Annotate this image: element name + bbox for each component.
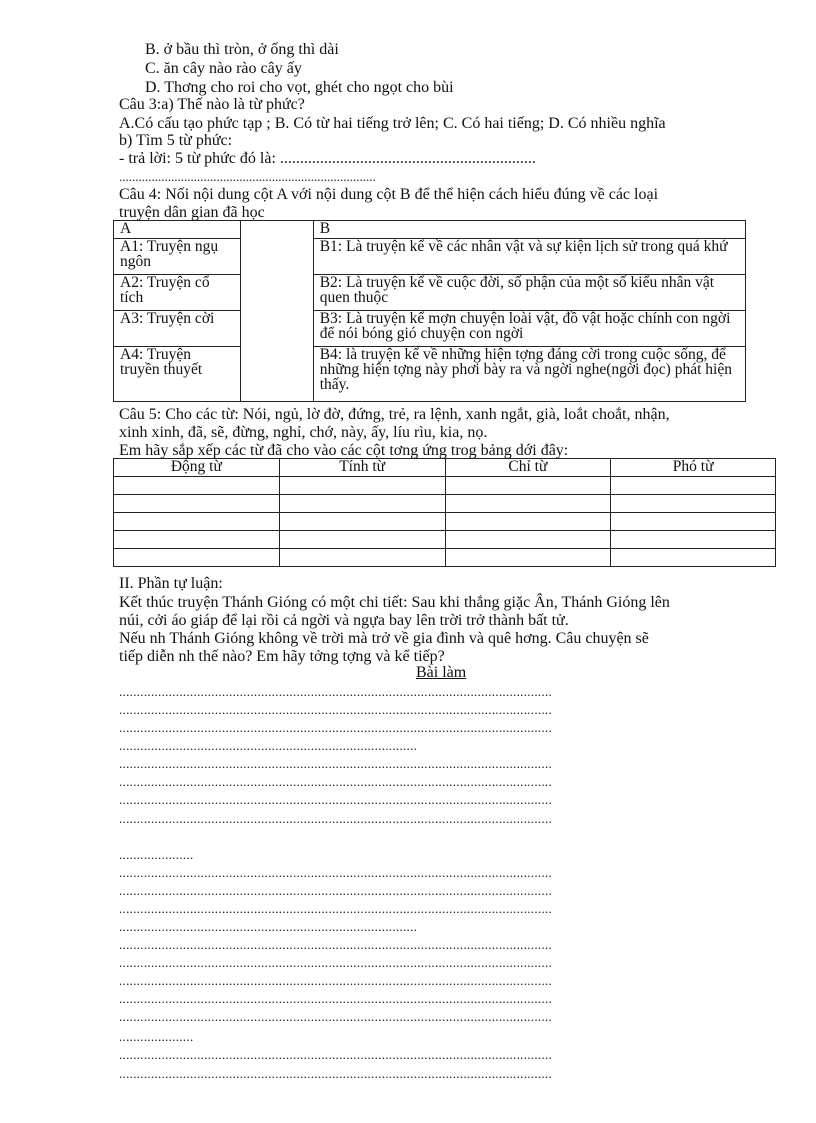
answer-line[interactable]: .......................................................................................................................... [119, 902, 553, 916]
q2-option-b: B. ở bầu thì tròn, ở ống thì dài [145, 41, 339, 58]
q5-line3: Em hãy sắp xếp các từ đã cho vào các cột tơng ứng trog bảng dới đây: [119, 442, 569, 459]
q4-prompt-line1: Câu 4: Nối nội dung cột A với nội dung cột B để thể hiện cách hiểu đúng về các loại [119, 186, 659, 203]
q4-header-a: A [114, 221, 241, 239]
answer-line[interactable]: .......................................................................................................................... [119, 685, 553, 699]
q4-row-b2: B2: Là truyện kể về cuộc đời, số phận của một số kiểu nhân vật quen thuộc [313, 275, 745, 311]
answer-line[interactable]: .......................................................................................................................... [119, 974, 553, 988]
q2-option-c: C. ăn cây nào rào cây ấy [145, 60, 302, 77]
answer-line[interactable]: ..................... [119, 1030, 194, 1044]
q4-prompt-line2: truyện dân gian đã học [119, 204, 265, 221]
work-title: Bài làm [416, 664, 467, 681]
answer-line[interactable]: .......................................................................................................................... [119, 866, 553, 880]
q3-answer-line: ............................................................................... [119, 169, 376, 184]
q5-word-table [113, 458, 776, 567]
q3-question-a: Câu 3:a) Thế nào là từ phức? [119, 96, 305, 113]
q4-row-a1: A1: Truyện ngụ ngôn [114, 239, 241, 275]
q4-row-b1: B1: Là truyện kể về các nhân vật và sự kiện lịch sử trong quá khứ [313, 239, 745, 275]
answer-line[interactable]: .......................................................................................................................... [119, 992, 553, 1006]
answer-line[interactable]: .................................................................................... [119, 739, 418, 753]
part2-line4: tiếp diễn nh thế nào? Em hãy tởng tợng và kể tiếp? [119, 648, 445, 665]
answer-line[interactable]: .......................................................................................................................... [119, 703, 553, 717]
q4-header-b: B [313, 221, 745, 239]
answer-line[interactable]: .......................................................................................................................... [119, 775, 553, 789]
q4-matching-table [113, 220, 746, 402]
q5-header-adverb: Phó từ [611, 459, 776, 477]
answer-line[interactable]: ..................... [119, 848, 194, 862]
q2-option-d: D. Thơng cho roi cho vọt, ghét cho ngọt cho bùi [145, 79, 454, 96]
answer-line[interactable]: .................................................................................... [119, 920, 418, 934]
answer-line[interactable]: .......................................................................................................................... [119, 956, 553, 970]
answer-line[interactable]: .......................................................................................................................... [119, 1048, 553, 1062]
part2-title: II. Phần tự luận: [119, 575, 223, 592]
answer-line[interactable]: .......................................................................................................................... [119, 721, 553, 735]
answer-line[interactable]: .......................................................................................................................... [119, 793, 553, 807]
q4-row-b3: B3: Là truyện kể mợn chuyện loài vật, đồ vật hoặc chính con ngời để nói bóng gió chuyện con ngời [313, 311, 745, 347]
part2-line3: Nếu nh Thánh Gióng không về trời mà trở về gia đình và quê hơng. Câu chuyện sẽ [119, 630, 649, 647]
q5-header-adjective: Tính từ [279, 459, 445, 477]
q3-options: A.Có cấu tạo phức tạp ; B. Có từ hai tiếng trở lên; C. Có hai tiếng; D. Có nhiều nghĩa [119, 115, 666, 132]
answer-line[interactable]: .......................................................................................................................... [119, 757, 553, 771]
q5-header-demonstrative: Chỉ từ [445, 459, 611, 477]
answer-line[interactable]: .......................................................................................................................... [119, 884, 553, 898]
q5-line1: Câu 5: Cho các từ: Nói, ngủ, lờ đờ, đứng, trẻ, ra lệnh, xanh ngắt, già, loắt choắt, nhận, [119, 406, 670, 423]
q4-row-a2: A2: Truyện cổ tích [114, 275, 241, 311]
q4-connector-column [240, 221, 313, 239]
q5-header-verb: Động từ [114, 459, 280, 477]
answer-line[interactable]: .......................................................................................................................... [119, 938, 553, 952]
part2-line2: núi, cởi áo giáp để lại rồi cả ngời và ngựa bay lên trời trở thành bất tử. [119, 612, 569, 629]
answer-line[interactable]: .......................................................................................................................... [119, 812, 553, 826]
answer-line[interactable]: .......................................................................................................................... [119, 1010, 553, 1024]
answer-line[interactable]: .......................................................................................................................... [119, 1067, 553, 1081]
q4-row-a4: A4: Truyện truyền thuyết [114, 347, 241, 402]
q4-row-a3: A3: Truyện cời [114, 311, 241, 347]
q3-answer-label: - trả lời: 5 từ phức đó là: ................................................................ [119, 150, 536, 167]
part2-line1: Kết thúc truyện Thánh Gióng có một chi tiết: Sau khi thắng giặc Ân, Thánh Gióng lên [119, 594, 670, 611]
q4-row-b4: B4: là truyện kể về những hiện tợng đáng cời trong cuộc sống, để những hiện tợng này phơi bày ra và ngời nghe(ngời đọc) phát hiện thấy. [313, 347, 745, 402]
q3-question-b: b) Tìm 5 từ phức: [119, 132, 233, 149]
q5-line2: xinh xinh, đã, sẽ, đừng, nghỉ, chớ, này, ấy, líu rìu, kia, nọ. [119, 424, 488, 441]
